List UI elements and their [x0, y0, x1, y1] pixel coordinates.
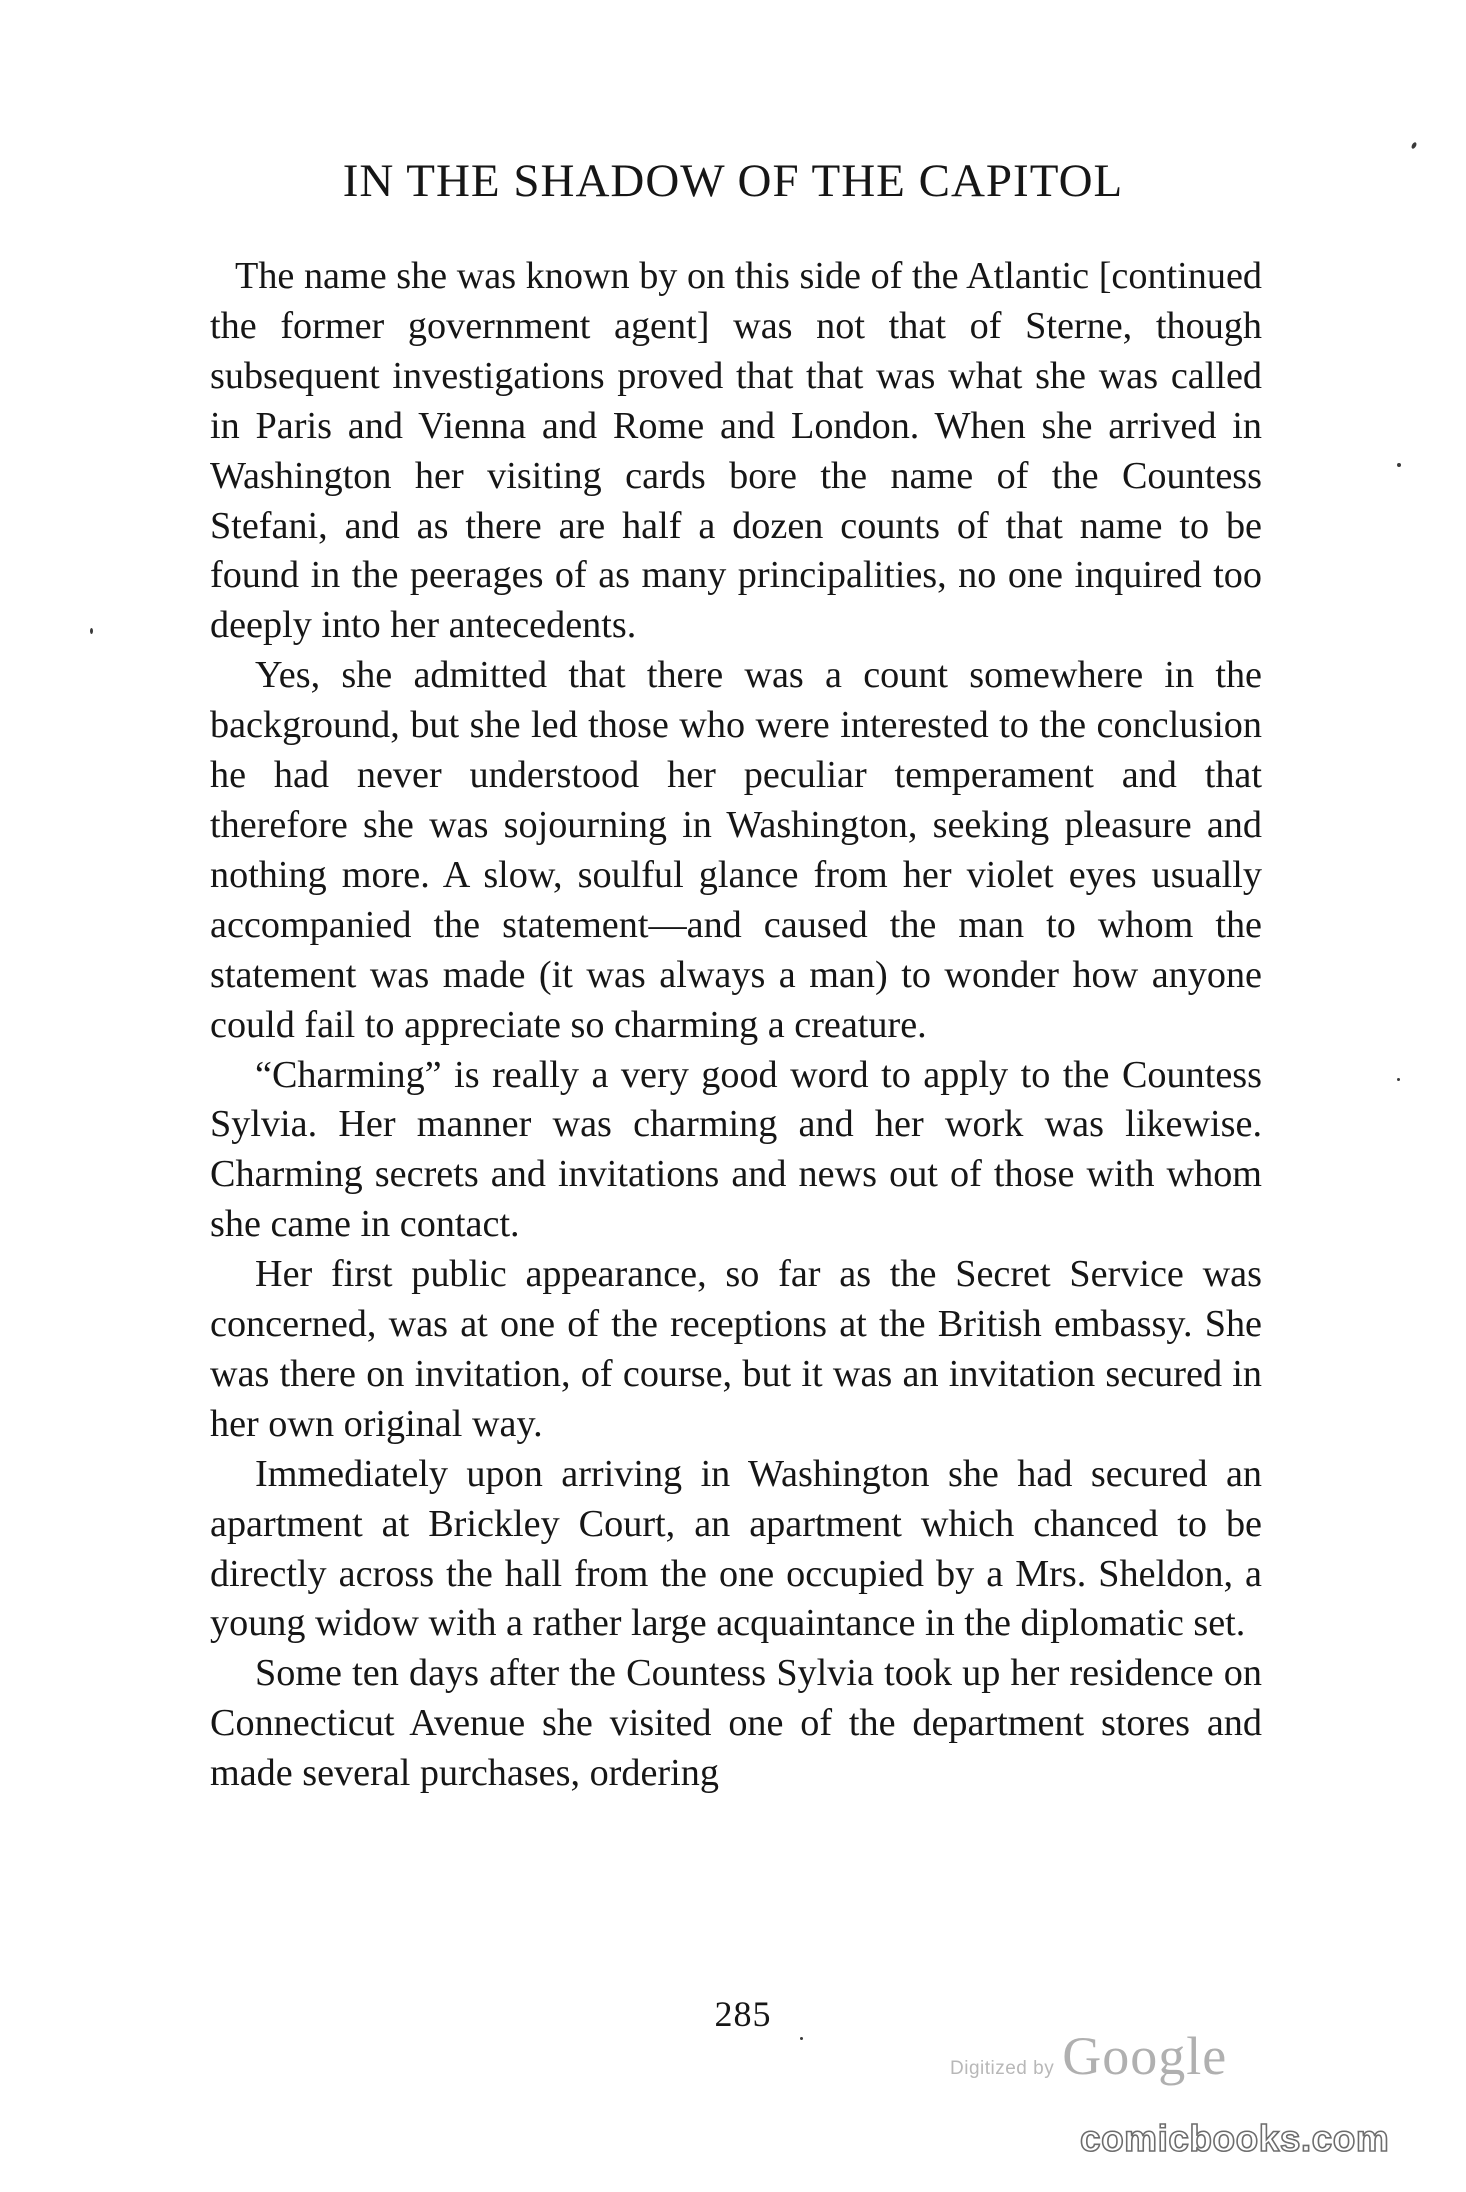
page-number: 285	[714, 1994, 772, 2034]
paragraph-4: Her first public appearance, so far as the Secret Service was concerned, was at one of the receptions at the British embassy. She was there on invitation, of course, but it was an invitation secured in her own original way.	[210, 1253, 1262, 1445]
running-head: IN THE SHADOW OF THE CAPITOL	[342, 155, 1124, 207]
digitized-by-label: Digitized by	[950, 2058, 1055, 2079]
scan-speck	[90, 628, 93, 634]
google-logo: Google	[1062, 2026, 1228, 2086]
paragraph-5: Immediately upon arriving in Washington she had secured an apartment at Brickley Court, an apartment which chanced to be directly across the hall from the one occupied by a Mrs. Sheldon, a young widow with a rather large acquaintance in the diplomatic set.	[210, 1452, 1262, 1645]
scan-speck	[1397, 463, 1401, 467]
scan-speck	[1411, 141, 1418, 149]
paragraph-1: The name she was known by on this side of the Atlantic [continued the former government agent] was not that of Sterne, though subsequent investigations proved that that was what she was called in Paris and Vienna and Rome and London. When she arrived in Washington her visiting cards bore the name of the Countess Stefani, and as there are half a dozen counts of that name to be found in the peerages of as many principalities, no one inquired too deeply into her antecedents.	[210, 255, 1262, 647]
watermark: comicbooks.com	[1080, 2118, 1390, 2159]
scan-speck	[1397, 1078, 1400, 1081]
body-text	[210, 252, 1262, 1799]
paragraph-2: Yes, she admitted that there was a count somewhere in the background, but she led those who were interested to the conclusion he had never understood her peculiar temperament and that therefore she was sojourning in Washington, seeking pleasure and nothing more. A slow, soulful glance from her violet eyes usually accompanied the statement—and caused the man to whom the statement was made (it was always a man) to wonder how anyone could fail to appreciate so charming a creature.	[210, 654, 1262, 1046]
paragraph-6: Some ten days after the Countess Sylvia took up her residence on Connecticut Avenue she visited one of the department stores and made several purchases, ordering	[210, 1652, 1262, 1795]
digitized-by-google-mark	[950, 2025, 1280, 2085]
scan-speck	[800, 2037, 803, 2040]
paragraph-3: “Charming” is really a very good word to apply to the Countess Sylvia. Her manner was charming and her work was likewise. Charming secrets and invitations and news out of those with whom she came in contact.	[210, 1053, 1262, 1246]
